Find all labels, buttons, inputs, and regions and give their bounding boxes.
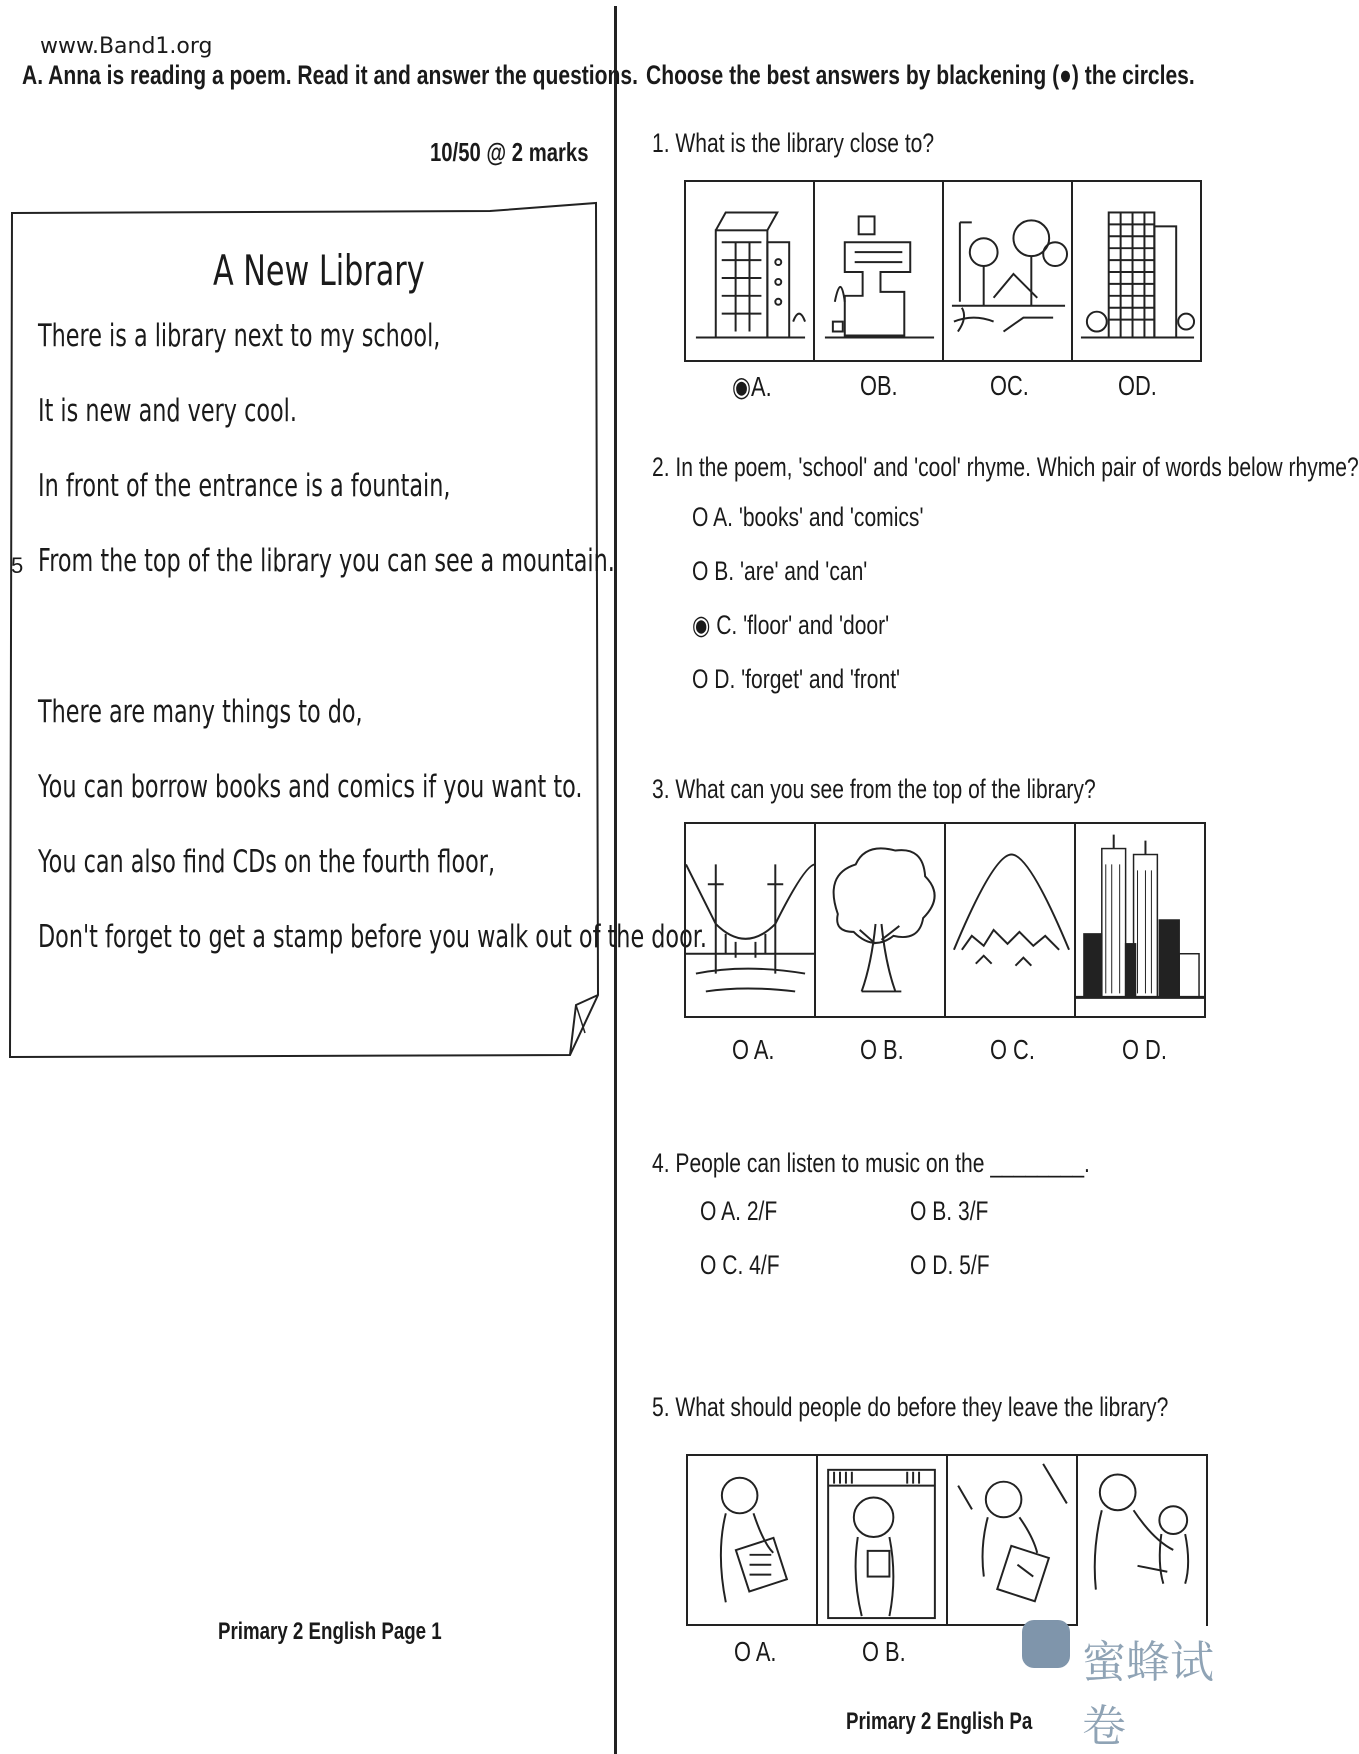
q1-picture-grid: [684, 180, 1202, 362]
poem-line: There are many things to do,: [38, 694, 363, 730]
poem-line: It is new and very cool.: [38, 393, 297, 429]
mountain-picture: [946, 824, 1076, 1016]
site-url: www.Band1.org: [40, 34, 213, 59]
fountain-picture: [815, 182, 944, 360]
q2-option-d[interactable]: O D. 'forget' and 'front': [692, 664, 901, 694]
instructions: Choose the best answers by blackening (●) the circles.: [646, 60, 1195, 90]
q1-option-c[interactable]: OC.: [990, 370, 1029, 401]
child-at-shelf-picture: [818, 1456, 948, 1626]
poem-line: Don't forget to get a stamp before you walk out of the door.: [38, 919, 707, 955]
watermark-text: 蜜蜂试卷: [1082, 1637, 1214, 1752]
marks-label: 10/50 @ 2 marks: [430, 137, 589, 167]
q5-picture-grid: [686, 1454, 1208, 1626]
q5-option-a[interactable]: O A.: [734, 1636, 777, 1667]
poem-title: A New Library: [213, 246, 425, 295]
adult-and-child-picture: [1078, 1456, 1206, 1626]
poem-line: In front of the entrance is a fountain,: [38, 468, 451, 504]
question-4: 4. People can listen to music on the ________.: [652, 1148, 1090, 1178]
q1-option-b[interactable]: OB.: [860, 370, 898, 401]
q1-option-d[interactable]: OD.: [1118, 370, 1157, 401]
question-1: 1. What is the library close to?: [652, 128, 935, 158]
q3-option-d[interactable]: O D.: [1122, 1034, 1167, 1065]
q2-option-b[interactable]: O B. 'are' and 'can': [692, 556, 868, 586]
q4-option-b[interactable]: O B. 3/F: [910, 1196, 989, 1226]
q1-marker-d: O: [1118, 370, 1135, 401]
q2-option-a[interactable]: O A. 'books' and 'comics': [692, 502, 924, 532]
section-a-heading: A. Anna is reading a poem. Read it and answer the questions.: [22, 60, 638, 90]
q3-picture-grid: [684, 822, 1206, 1018]
q1-marker-b: O: [860, 370, 877, 401]
column-divider: [614, 6, 617, 1754]
watermark-logo-icon: [1022, 1620, 1070, 1668]
poem-line: From the top of the library you can see a mountain.: [38, 543, 615, 579]
q1-marker-c: O: [990, 370, 1007, 401]
q4-option-c[interactable]: O C. 4/F: [700, 1250, 780, 1280]
bridge-picture: [686, 824, 816, 1016]
question-5: 5. What should people do before they leave the library?: [652, 1392, 1169, 1422]
tree-picture: [816, 824, 946, 1016]
reading-child-picture: [688, 1456, 818, 1626]
question-3: 3. What can you see from the top of the library?: [652, 774, 1096, 804]
footer-page-label-right: Primary 2 English Pa: [846, 1708, 1033, 1735]
q2-option-c[interactable]: ◉ C. 'floor' and 'door': [692, 610, 890, 640]
q1-option-a[interactable]: ◉A.: [732, 371, 772, 402]
line-number: 5: [11, 553, 24, 578]
q1-marker-a: ◉: [732, 371, 752, 402]
footer-page-label: Primary 2 English Page 1: [218, 1618, 442, 1645]
tower-block-picture: [1073, 182, 1200, 360]
child-with-book-picture: [948, 1456, 1078, 1626]
question-2: 2. In the poem, 'school' and 'cool' rhyme. Which pair of words below rhyme?: [652, 452, 1359, 482]
poem-line: You can also find CDs on the fourth floor,: [38, 844, 496, 880]
q3-option-a[interactable]: O A.: [732, 1034, 775, 1065]
poem-line: There is a library next to my school,: [38, 318, 441, 354]
park-picture: [944, 182, 1073, 360]
q4-option-a[interactable]: O A. 2/F: [700, 1196, 778, 1226]
q5-option-b[interactable]: O B.: [862, 1636, 906, 1667]
skyscrapers-picture: [1076, 824, 1204, 1016]
q4-option-d[interactable]: O D. 5/F: [910, 1250, 990, 1280]
school-building-picture: [686, 182, 815, 360]
poem-line: You can borrow books and comics if you want to.: [38, 769, 583, 805]
q3-option-b[interactable]: O B.: [860, 1034, 904, 1065]
q3-option-c[interactable]: O C.: [990, 1034, 1035, 1065]
